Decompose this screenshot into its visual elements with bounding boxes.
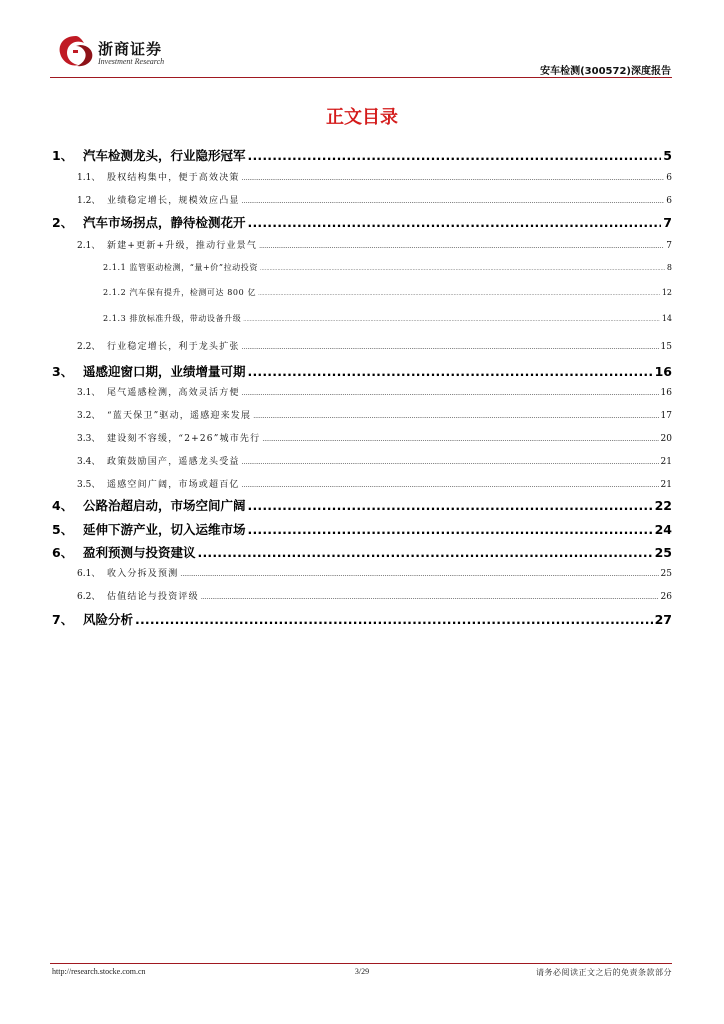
toc-entry-number: 3.1、: [77, 388, 101, 398]
toc-entry-page: 24: [654, 522, 672, 537]
toc-entry-number: 5、: [52, 522, 74, 537]
toc-entry-number: 7、: [52, 612, 74, 627]
toc-entry-label: 估值结论与投资评级: [107, 592, 199, 602]
footer-divider: [50, 963, 672, 964]
toc-entry-page: 14: [661, 314, 672, 323]
toc-entry-number: 1.1、: [77, 173, 101, 183]
company-logo-icon: [56, 34, 96, 68]
toc-dot-leader: [248, 364, 653, 379]
header-divider: [50, 77, 672, 78]
toc-entry[interactable]: [52, 496, 672, 514]
toc-entry[interactable]: [77, 170, 672, 183]
toc-dot-leader: [180, 571, 658, 578]
toc-dot-leader: [259, 243, 664, 250]
toc-entry-page: 21: [660, 480, 672, 490]
toc-dot-leader: [242, 198, 665, 205]
toc-entry[interactable]: [52, 362, 672, 380]
toc-entry-label: 汽车检测龙头，行业隐形冠军: [83, 148, 246, 163]
toc-entry-number: 3.5、: [77, 480, 101, 490]
toc-entry-number: 6、: [52, 545, 74, 560]
toc-entry[interactable]: [52, 146, 672, 164]
toc-dot-leader: [135, 612, 653, 627]
toc-dot-leader: [242, 175, 665, 182]
toc-dot-leader: [242, 459, 659, 466]
toc-entry-number: 3.2、: [77, 411, 101, 421]
toc-entry-label: 风险分析: [83, 612, 134, 627]
toc-entry-page: 27: [654, 612, 672, 627]
toc-entry-page: 25: [660, 569, 672, 579]
toc-entry-page: 22: [654, 498, 672, 513]
page-number: 3/29: [354, 967, 370, 976]
toc-entry-label: 2.1.1 监管驱动检测，“量+价”拉动投资: [103, 263, 258, 272]
toc-dot-leader: [260, 266, 665, 272]
toc-entry-page: 20: [660, 434, 672, 444]
toc-dot-leader: [242, 482, 659, 489]
toc-entry-label: 尾气遥感检测，高效灵活方便: [107, 388, 240, 398]
toc-entry-number: 2.2、: [77, 342, 101, 352]
toc-entry-page: 16: [660, 388, 672, 398]
toc-entry[interactable]: [52, 213, 672, 231]
toc-entry[interactable]: [103, 313, 672, 324]
toc-entry[interactable]: [103, 262, 672, 273]
toc-dot-leader: [253, 413, 658, 420]
toc-entry-label: 延伸下游产业，切入运维市场: [83, 522, 246, 537]
toc-entry-label: 汽车市场拐点，静待检测花开: [83, 215, 246, 230]
toc-entry-page: 7: [663, 215, 672, 230]
toc-entry[interactable]: [77, 385, 672, 398]
toc-entry[interactable]: [77, 408, 672, 421]
toc-dot-leader: [248, 498, 653, 513]
toc-entry-label: 公路治超启动，市场空间广阔: [83, 498, 246, 513]
toc-entry-label: “蓝天保卫”驱动，遥感迎来发展: [107, 411, 252, 421]
toc-entry-page: 21: [660, 457, 672, 467]
toc-entry[interactable]: [77, 339, 672, 352]
toc-dot-leader: [248, 522, 653, 537]
toc-entry[interactable]: [77, 431, 672, 444]
toc-entry-page: 17: [660, 411, 672, 421]
toc-entry-page: 5: [663, 148, 672, 163]
toc-entry[interactable]: [77, 589, 672, 602]
toc-entry-number: 3.4、: [77, 457, 101, 467]
toc-entry-page: 12: [661, 288, 672, 297]
toc-entry-label: 遥感迎窗口期，业绩增量可期: [83, 364, 246, 379]
toc-entry-number: 4、: [52, 498, 74, 513]
toc-entry-page: 16: [654, 364, 672, 379]
toc-entry-number: 1.2、: [77, 196, 101, 206]
toc-entry[interactable]: [52, 543, 672, 561]
toc-entry-number: 2、: [52, 215, 74, 230]
toc-title: 正文目录: [326, 107, 398, 128]
toc-entry-number: 1、: [52, 148, 74, 163]
toc-entry-number: 3、: [52, 364, 74, 379]
toc-dot-leader: [248, 215, 662, 230]
toc-dot-leader: [243, 317, 660, 323]
toc-entry-page: 8: [666, 263, 672, 272]
toc-entry-page: 26: [660, 592, 672, 602]
toc-entry-number: 3.3、: [77, 434, 101, 444]
toc-entry-number: 6.2、: [77, 592, 101, 602]
toc-entry-page: 6: [666, 173, 672, 183]
logo-text-cn: 浙商证券: [98, 40, 163, 58]
toc-entry-number: 2.1、: [77, 241, 101, 251]
toc-entry[interactable]: [77, 454, 672, 467]
toc-entry-label: 遥感空间广阔，市场或超百亿: [107, 480, 240, 490]
footer-disclaimer: 请务必阅读正文之后的免责条款部分: [536, 968, 672, 977]
toc-dot-leader: [262, 436, 658, 443]
toc-entry-label: 政策鼓励国产，遥感龙头受益: [107, 457, 240, 467]
toc-entry[interactable]: [77, 566, 672, 579]
toc-entry-label: 建设刻不容缓，“2+26”城市先行: [107, 434, 261, 444]
page-header: [0, 0, 724, 80]
toc-entry-label: 盈利预测与投资建议: [83, 545, 196, 560]
toc-entry[interactable]: [77, 193, 672, 206]
toc-entry-page: 7: [666, 241, 672, 251]
toc-entry[interactable]: [52, 610, 672, 628]
toc-dot-leader: [248, 148, 662, 163]
toc-entry-page: 6: [666, 196, 672, 206]
toc-entry[interactable]: [77, 477, 672, 490]
toc-dot-leader: [242, 390, 659, 397]
footer-url[interactable]: http://research.stocke.com.cn: [52, 967, 146, 976]
toc-entry-page: 15: [660, 342, 672, 352]
toc-dot-leader: [242, 344, 659, 351]
logo-text-en: Investment Research: [98, 57, 165, 66]
toc-entry[interactable]: [52, 520, 672, 538]
toc-entry[interactable]: [77, 238, 672, 251]
toc-entry-label: 2.1.2 汽车保有提升，检测可达 800 亿: [103, 288, 257, 297]
toc-entry-label: 新建+更新+升级，推动行业景气: [107, 241, 258, 251]
toc-dot-leader: [258, 291, 660, 297]
toc-entry-label: 收入分拆及预测: [107, 569, 179, 579]
toc-entry-number: 6.1、: [77, 569, 101, 579]
toc-entry-label: 2.1.3 排放标准升级，带动设备升级: [103, 314, 242, 323]
report-title: 安车检测(300572)深度报告: [540, 66, 671, 77]
toc-entry[interactable]: [103, 287, 672, 298]
toc-dot-leader: [201, 594, 659, 601]
toc-dot-leader: [198, 545, 653, 560]
toc-entry-page: 25: [654, 545, 672, 560]
toc-entry-label: 行业稳定增长，利于龙头扩张: [107, 342, 240, 352]
toc-entry-label: 业绩稳定增长，规模效应凸显: [107, 196, 240, 206]
toc-entry-label: 股权结构集中，便于高效决策: [107, 173, 240, 183]
